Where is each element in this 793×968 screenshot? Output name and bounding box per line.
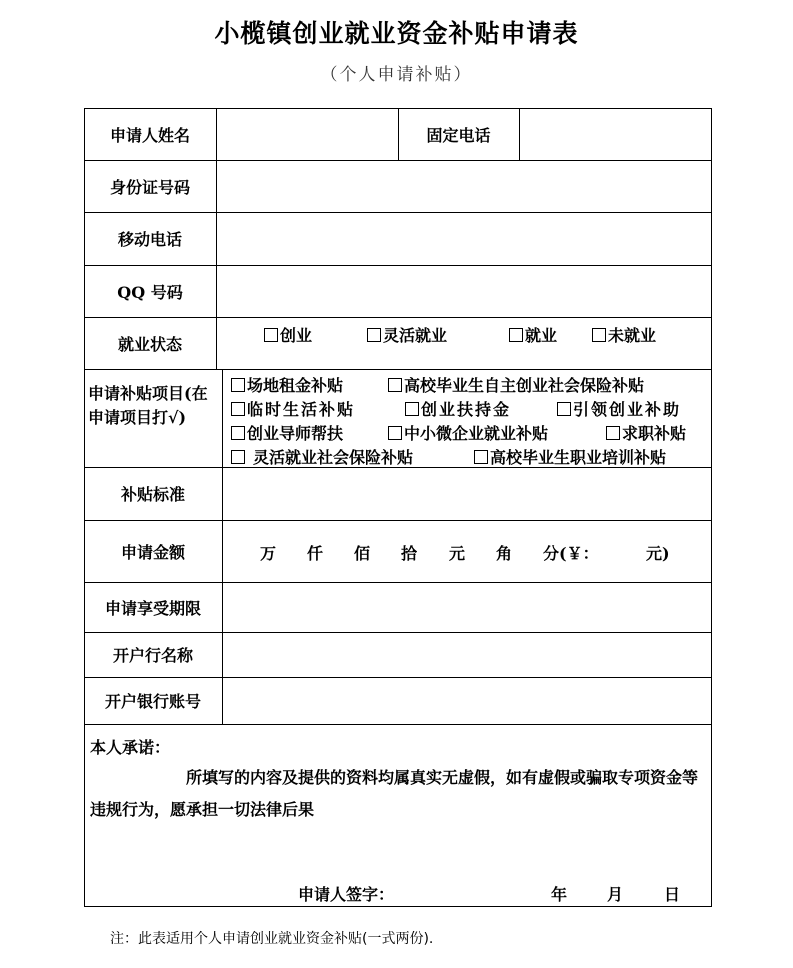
id-number-input[interactable] [217,161,711,212]
sign-day: 日 [664,885,681,904]
landline-label: 固定电话 [426,126,491,145]
checkbox-icon[interactable] [388,378,402,392]
qq-label: QQ 号码 [117,282,183,302]
bank-name-input[interactable] [223,633,711,677]
amount-unit: 角 [496,544,513,563]
sign-month: 月 [607,885,624,904]
subsidy-option[interactable]: 场地租金补贴 [231,373,343,396]
checkbox-icon[interactable] [557,402,571,416]
checkbox-icon[interactable] [231,450,245,464]
period-input[interactable] [223,583,711,632]
amount-unit: 拾 [401,544,418,563]
signature-label: 申请人签字： [298,885,395,904]
status-option-unemployed[interactable]: 未就业 [592,323,656,346]
status-option-startup[interactable]: 创业 [264,323,312,346]
checkbox-icon[interactable] [264,328,278,342]
row-divider [84,724,712,725]
mobile-input[interactable] [217,213,711,265]
checkbox-icon[interactable] [388,426,402,440]
subsidy-option[interactable]: 求职补贴 [606,421,686,444]
checkbox-icon[interactable] [231,402,245,416]
checkbox-icon[interactable] [592,328,606,342]
amount-unit: 分(￥： [543,544,599,563]
form-title: 小榄镇创业就业资金补贴申请表 [214,19,579,48]
sign-year: 年 [551,885,568,904]
subsidy-items-label: 申请补贴项目(在申请项目打√) [88,384,208,427]
amount-unit: 佰 [354,544,371,563]
subsidy-option[interactable]: 创业导师帮扶 [231,421,343,444]
period-label: 申请享受期限 [104,598,201,618]
name-label: 申请人姓名 [109,126,190,145]
amount-unit: 万 [260,544,277,563]
amount-unit: 元) [646,544,670,563]
checkbox-icon[interactable] [405,402,419,416]
checkbox-icon[interactable] [367,328,381,342]
subsidy-option[interactable]: 引领创业补助 [557,397,681,420]
subsidy-option[interactable]: 创业扶持金 [405,397,511,420]
checkbox-icon[interactable] [231,426,245,440]
checkbox-icon[interactable] [606,426,620,440]
promise-text: 所填写的内容及提供的资料均属真实无虚假，如有虚假或骗取专项资金等违规行为，愿承担一切法律后果 [90,768,699,819]
subsidy-option[interactable]: 临时生活补贴 [231,397,355,420]
row-divider [84,369,712,370]
checkbox-icon[interactable] [231,378,245,392]
subsidy-option[interactable]: 灵活就业社会保险补贴 [231,445,413,468]
name-input[interactable] [217,109,398,160]
promise-title: 本人承诺： [90,738,171,757]
footnote: 注：此表适用个人申请创业就业资金补贴(一式两份). [110,931,434,947]
checkbox-icon[interactable] [474,450,488,464]
subsidy-option[interactable]: 高校毕业生自主创业社会保险补贴 [388,373,644,396]
subsidy-standard-label: 补贴标准 [120,485,185,504]
qq-input[interactable] [217,266,711,317]
status-option-flexible[interactable]: 灵活就业 [367,323,447,346]
subsidy-option[interactable]: 中小微企业就业补贴 [388,421,548,444]
bank-account-input[interactable] [223,678,711,724]
employment-status-label: 就业状态 [117,334,182,354]
status-option-employed[interactable]: 就业 [509,323,557,346]
landline-input[interactable] [520,109,711,160]
amount-label: 申请金额 [120,542,185,562]
amount-unit: 元 [449,544,466,563]
subsidy-option[interactable]: 高校毕业生职业培训补贴 [474,445,666,468]
checkbox-icon[interactable] [509,328,523,342]
form-subtitle: （个人申请补贴） [320,65,473,85]
id-number-label: 身份证号码 [109,177,190,197]
subsidy-standard-input[interactable] [223,468,711,520]
amount-unit: 仟 [307,544,324,563]
bank-account-label: 开户银行账号 [104,692,201,711]
bank-name-label: 开户行名称 [112,646,193,665]
mobile-label: 移动电话 [117,230,182,249]
